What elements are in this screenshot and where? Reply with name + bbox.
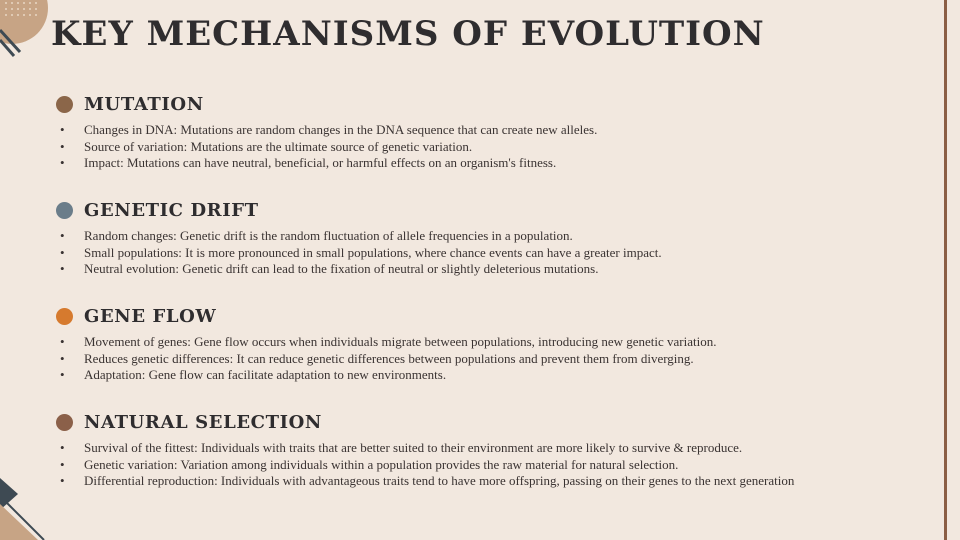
section-title: GENE FLOW bbox=[84, 305, 217, 327]
section-natural-selection bbox=[56, 410, 794, 490]
bullet-list bbox=[56, 440, 794, 490]
section-mutation bbox=[56, 92, 597, 172]
section-header bbox=[56, 304, 717, 328]
section-title: MUTATION bbox=[84, 93, 204, 115]
section-title: NATURAL SELECTION bbox=[84, 411, 322, 433]
bullet-dot-icon bbox=[56, 414, 73, 431]
bullet-item: • Survival of the fittest: Individuals with traits that are better suited to their environment are more likely to survive & reproduce. bbox=[56, 440, 794, 457]
bullet-item: • Movement of genes: Gene flow occurs when individuals migrate between populations, introducing new genetic variation. bbox=[56, 334, 717, 351]
bullet-item: • Genetic variation: Variation among individuals within a population provides the raw material for natural selection. bbox=[56, 457, 794, 474]
bullet-list bbox=[56, 122, 597, 172]
section-genetic-drift bbox=[56, 198, 662, 278]
bullet-dot-icon bbox=[56, 202, 73, 219]
corner-decoration-bottom-left bbox=[0, 478, 50, 540]
bullet-item: • Changes in DNA: Mutations are random changes in the DNA sequence that can create new alleles. bbox=[56, 122, 597, 139]
bullet-list bbox=[56, 334, 717, 384]
bullet-item: • Impact: Mutations can have neutral, beneficial, or harmful effects on an organism's fitness. bbox=[56, 155, 597, 172]
right-accent-line bbox=[944, 0, 947, 540]
section-header bbox=[56, 92, 597, 116]
bullet-item: • Small populations: It is more pronounced in small populations, where chance events can have a greater impact. bbox=[56, 245, 662, 262]
bullet-dot-icon bbox=[56, 308, 73, 325]
bullet-dot-icon bbox=[56, 96, 73, 113]
bullet-item: • Source of variation: Mutations are the ultimate source of genetic variation. bbox=[56, 139, 597, 156]
section-header bbox=[56, 410, 794, 434]
bullet-item: • Reduces genetic differences: It can reduce genetic differences between populations and prevent them from diverging. bbox=[56, 351, 717, 368]
bullet-item: • Neutral evolution: Genetic drift can lead to the fixation of neutral or slightly deleterious mutations. bbox=[56, 261, 662, 278]
bullet-item: • Differential reproduction: Individuals with advantageous traits tend to have more offspring, passing on their genes to the next generation bbox=[56, 473, 794, 490]
bullet-item: • Adaptation: Gene flow can facilitate adaptation to new environments. bbox=[56, 367, 717, 384]
tan-triangle-shape bbox=[0, 504, 38, 540]
section-title: GENETIC DRIFT bbox=[84, 199, 259, 221]
section-header bbox=[56, 198, 662, 222]
bullet-item: • Random changes: Genetic drift is the random fluctuation of allele frequencies in a population. bbox=[56, 228, 662, 245]
slide-title: KEY MECHANISMS OF EVOLUTION bbox=[51, 14, 765, 54]
bullet-list bbox=[56, 228, 662, 278]
section-gene-flow bbox=[56, 304, 717, 384]
